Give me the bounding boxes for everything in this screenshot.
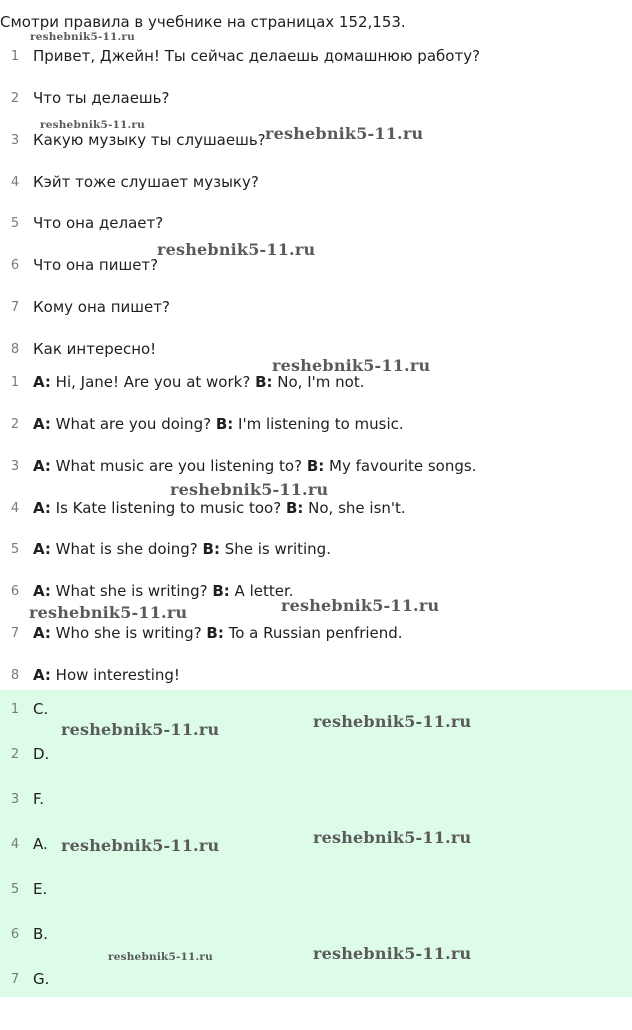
line-number: 3: [10, 132, 20, 148]
speaker-b-text: No, she isn't.: [303, 499, 406, 517]
speaker-a-tag: A:: [33, 415, 51, 433]
speaker-a-tag: A:: [33, 666, 51, 684]
line-number: 5: [10, 541, 20, 557]
dialog-item: [0, 581, 294, 601]
list-item: [0, 339, 156, 359]
answer-item: [0, 789, 44, 809]
line-number: 4: [10, 174, 20, 190]
dialog-line: [33, 624, 403, 642]
speaker-b-text: To a Russian penfriend.: [223, 624, 403, 642]
speaker-b-text: I'm listening to music.: [233, 415, 404, 433]
watermark: reshebnik5-11.ru: [272, 356, 431, 375]
speaker-a-text: Is Kate listening to music too?: [50, 499, 286, 517]
speaker-a-tag: A:: [33, 457, 51, 475]
speaker-b-text: A letter.: [229, 582, 294, 600]
sentence-text: Кому она пишет?: [33, 298, 170, 316]
answer-text: E.: [33, 880, 48, 898]
speaker-b-tag: B:: [212, 582, 230, 600]
sentence-text: Что она делает?: [33, 214, 164, 232]
speaker-b-text: No, I'm not.: [272, 373, 365, 391]
line-number: 1: [10, 374, 20, 390]
speaker-a-text: Who she is writing?: [50, 624, 207, 642]
speaker-b-tag: B:: [202, 540, 220, 558]
speaker-a-tag: A:: [33, 373, 51, 391]
dialog-item: [0, 498, 406, 518]
dialog-line: [33, 499, 406, 517]
watermark: reshebnik5-11.ru: [61, 720, 220, 739]
watermark: reshebnik5-11.ru: [170, 480, 329, 499]
line-number: 8: [10, 667, 20, 683]
speaker-a-text: Hi, Jane! Are you at work?: [50, 373, 256, 391]
sentence-text: Что ты делаешь?: [33, 89, 170, 107]
answer-item: [0, 834, 48, 854]
speaker-b-tag: B:: [206, 624, 224, 642]
speaker-a-tag: A:: [33, 499, 51, 517]
line-number: 7: [10, 971, 20, 987]
answer-item: [0, 924, 48, 944]
speaker-a-text: What is she doing?: [50, 540, 203, 558]
answer-text: D.: [33, 745, 50, 763]
watermark: reshebnik5-11.ru: [29, 603, 188, 622]
line-number: 4: [10, 500, 20, 516]
sentence-text: Кэйт тоже слушает музыку?: [33, 173, 259, 191]
line-number: 6: [10, 257, 20, 273]
speaker-a-tag: A:: [33, 582, 51, 600]
line-number: 5: [10, 215, 20, 231]
list-item: [0, 130, 266, 150]
list-item: [0, 172, 259, 192]
dialog-item: [0, 456, 476, 476]
speaker-b-tag: B:: [306, 457, 325, 475]
answer-text: G.: [33, 970, 50, 988]
line-number: 2: [10, 746, 20, 762]
intro-text: Смотри правила в учебнике на страницах 152,153.: [0, 13, 406, 31]
list-item: [0, 255, 158, 275]
line-number: 6: [10, 583, 20, 599]
list-item: [0, 88, 169, 108]
watermark: reshebnik5-11.ru: [40, 119, 145, 131]
dialog-line: [33, 415, 404, 433]
watermark: reshebnik5-11.ru: [313, 712, 472, 731]
dialog-item: [0, 623, 403, 643]
speaker-b-tag: B:: [215, 415, 234, 433]
watermark: reshebnik5-11.ru: [313, 828, 472, 847]
line-number: 2: [10, 90, 20, 106]
speaker-b-text: My favourite songs.: [324, 457, 477, 475]
line-number: 3: [10, 458, 20, 474]
line-number: 7: [10, 625, 20, 641]
watermark: reshebnik5-11.ru: [281, 596, 440, 615]
list-item: [0, 213, 163, 233]
answer-text: A.: [33, 835, 48, 853]
sentence-text: Какую музыку ты слушаешь?: [33, 131, 266, 149]
line-number: 4: [10, 836, 20, 852]
dialog-item: [0, 665, 180, 685]
speaker-b-tag: B:: [255, 373, 273, 391]
sentence-text: Как интересно!: [33, 340, 157, 358]
dialog-line: [33, 373, 364, 391]
watermark: reshebnik5-11.ru: [108, 951, 213, 963]
speaker-b-text: She is writing.: [219, 540, 331, 558]
line-number: 3: [10, 791, 20, 807]
watermark: reshebnik5-11.ru: [61, 836, 220, 855]
answer-text: C.: [33, 700, 49, 718]
dialog-line: [33, 582, 294, 600]
speaker-a-tag: A:: [33, 624, 51, 642]
sentence-text: Привет, Джейн! Ты сейчас делаешь домашнюю работу?: [33, 47, 481, 65]
line-number: 6: [10, 926, 20, 942]
list-item: [0, 46, 480, 66]
list-item: [0, 297, 170, 317]
answer-item: [0, 744, 49, 764]
answer-item: [0, 969, 49, 989]
line-number: 5: [10, 881, 20, 897]
dialog-item: [0, 539, 331, 559]
speaker-b-tag: B:: [285, 499, 304, 517]
speaker-a-text: How interesting!: [50, 666, 180, 684]
line-number: 1: [10, 701, 20, 717]
watermark: reshebnik5-11.ru: [313, 944, 472, 963]
line-number: 8: [10, 341, 20, 357]
speaker-a-text: What music are you listening to?: [50, 457, 307, 475]
dialog-item: [0, 372, 364, 392]
answer-item: [0, 879, 47, 899]
line-number: 7: [10, 299, 20, 315]
dialog-item: [0, 414, 404, 434]
answer-text: B.: [33, 925, 49, 943]
speaker-a-text: What she is writing?: [50, 582, 213, 600]
answer-item: [0, 699, 48, 719]
watermark: reshebnik5-11.ru: [265, 124, 424, 143]
speaker-a-tag: A:: [33, 540, 51, 558]
speaker-a-text: What are you doing?: [50, 415, 216, 433]
sentence-text: Что она пишет?: [33, 256, 159, 274]
dialog-line: [33, 666, 180, 684]
line-number: 1: [10, 48, 20, 64]
answer-text: F.: [33, 790, 44, 808]
watermark: reshebnik5-11.ru: [30, 31, 135, 43]
dialog-line: [33, 457, 476, 475]
watermark: reshebnik5-11.ru: [157, 240, 316, 259]
line-number: 2: [10, 416, 20, 432]
dialog-line: [33, 540, 331, 558]
